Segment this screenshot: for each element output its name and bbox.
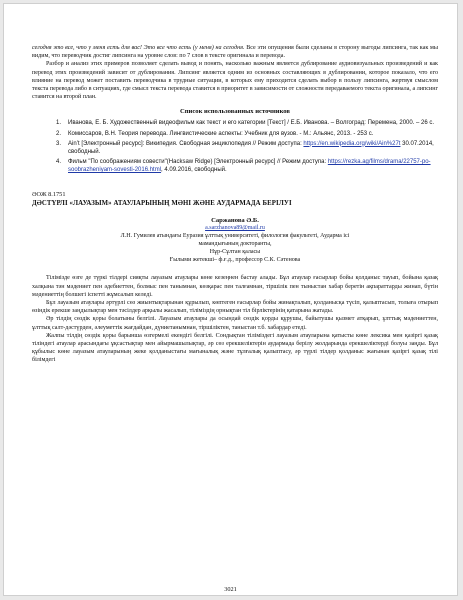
reference-link[interactable]: https://rezka.ag/films/drama/22757-po-soobrazheniyam-sovesti-2016.html	[68, 158, 431, 173]
references-title: Список использованных источников	[180, 108, 290, 116]
reference-body: Комиссаров, В.Н. Теория перевода. Лингвистические аспекты: Учебник для вузов. - М.: Альянс, 2013. - 253 с.	[68, 130, 374, 137]
body-paragraph: Әр тілдің сөздік қоры болатыны белгілі. Лауазым атаулары да осындай сөздік қорды құрушы, байытушы қызмет атқарып, ұлттық мәдениеттен, ұлттық салт-дәстүрден, әлеуметтік жағдайдан, дүниетанымнан, тіршіліктен, таныстан т.б. хабардар етеді.	[32, 316, 438, 331]
reference-text	[68, 130, 438, 138]
body-paragraph: Жалпы тілдің сөздік қоры барынша өзгермелі екендігі белгілі. Сондықтан тіліміздегі лауазым атауларына қатысты көне лексика мен қазіргі қазақ тіліндегі атаулар арасындағы ұқсастықтар мен айырмашылықтар, әр сөз ерекшеліктерін аудармада берілу жолдарында ерекшеліктерді болуы заңды. Бұл құбылыс көне лауазым атауларының жеке қолданыстағы мағыналық және тұлғалық қалыптасу, әр түрлі тілдер қолданыс жағынан қазіргі қазақ тілі білімдегі	[32, 332, 438, 364]
page-number: 3021	[224, 586, 237, 593]
reference-item	[32, 119, 438, 127]
italic-quote: сегодня это все, что у меня есть для вас! Это все что есть (у меня) на сегодня.	[32, 45, 245, 51]
body-paragraph: Тілімізде өзге де түркі тілдері сияқты лауазым атаулары көне кезеңнен бастау алады. Бұл атаулар ғасырлар бойы қолданыс тауып, бойына қазақ халқына тән мәдениет пен әдебиеттен, болмыс пен танымнан, көзқарас пен талғамнан, тіршілік пен тыныстан хабар беретін ақпараттарды жинап, бүтін мәдениеттің болшегі іспетті жұмсалып келеді.	[32, 275, 438, 298]
reference-tail: , 4.09.2016, свободный.	[161, 166, 227, 173]
reference-link[interactable]: https://en.wikipedia.org/wiki/Ain%27t	[303, 140, 401, 147]
author-email-line	[32, 224, 438, 232]
article-title: ДӘСТҮРЛІ «ЛАУАЗЫМ» АТАУЛАРЫНЫҢ МӘНІ ЖӘНЕ АУДАРМАДА БЕРІЛУІ	[32, 199, 292, 207]
reference-text	[68, 140, 438, 156]
article-body	[32, 274, 438, 364]
reference-body: Ain’t [Электронный ресурс]: Википедия. Свободная энциклопедия // Режим доступа:	[68, 140, 304, 147]
reference-number: 3.	[56, 140, 62, 147]
page-content	[32, 44, 438, 365]
intro-paragraph-1	[32, 44, 438, 60]
reference-body: Фильм "По соображениям совести"(Hacksaw Ridge) [Электронный ресурс] // Режим доступа:	[68, 158, 328, 165]
reference-text	[68, 158, 438, 174]
intro-paragraph-1-rest: Все эти опущения были сделаны в сторону выгоды липсинга, так как мы видим, что переводчик достиг липсинга на уровне слов: по 7 слов в тексте оригинала и перевода.	[32, 45, 438, 60]
reference-number: 2.	[56, 130, 62, 137]
reference-tail: 30.07.2014, свободный.	[68, 140, 434, 155]
document-page	[3, 3, 458, 596]
reference-item	[32, 130, 438, 138]
reference-number: 4.	[56, 158, 62, 165]
reference-number: 1.	[56, 120, 62, 127]
intro-paragraph-2: Разбор и анализ этих примеров позволяет сделать вывод и понять, насколько важным является дублирование аудиовизуальных произведений и как перевод этих произведений зависит от дублирования. Липсинг является одним из основных составляющих в дублировании, которое показало, что его влияние на перевод может поставить переводчика в трудные ситуации, в которых ему приходится сделать выбор в пользу липсинга, жертвуя смыслом текста перевода либо в ситуациях, где смысл текста перевода ставится в приоритет в зависимости от сложности передаваемого текста оригинала, а липсинг ставится на второй план.	[32, 61, 438, 101]
author-email[interactable]: a.sarzhanova89@mail.ru	[205, 224, 265, 231]
udc-code: ӘОЖ 8.1751	[32, 190, 66, 198]
reference-text	[68, 119, 438, 127]
city-line: Нұр-Сұлтан қаласы	[209, 249, 261, 256]
affiliation-line-2: мамандығының докторанты,	[198, 241, 272, 248]
reference-item	[32, 158, 438, 174]
supervisor-line: Ғылыми жетекші– ф.ғ.д., профессор С.К. Сәтенова	[169, 257, 301, 264]
author-name: Саржанова Ә.Б.	[211, 216, 259, 224]
reference-body: Иванова, Е. Б. Художественный видеофильм как текст и его категории [Текст] / Е.Б. Иванова. – Волгоград: Перемена, 2000. – 26 с.	[68, 120, 435, 127]
body-paragraph: Бұл лауазым атаулары әртүрлі сөз жиынтықтарынан құрылып, көптеген ғасырлар бойы жинақталып, қолданысқа түсіп, қалыптасып, толыға отырып өзіндік ерекше заңдылықтар мен тәсілдер арқылы жасалып, тіліміздің орнықтан тіл бірліктерінің қатарына жатады.	[32, 300, 438, 315]
affiliation-line-1: Л.Н. Гумилев атындағы Еуразия ұлттық университеті, филология факультеті, Аударма ісі	[120, 233, 350, 240]
reference-item	[32, 140, 438, 156]
references-list	[32, 119, 438, 174]
